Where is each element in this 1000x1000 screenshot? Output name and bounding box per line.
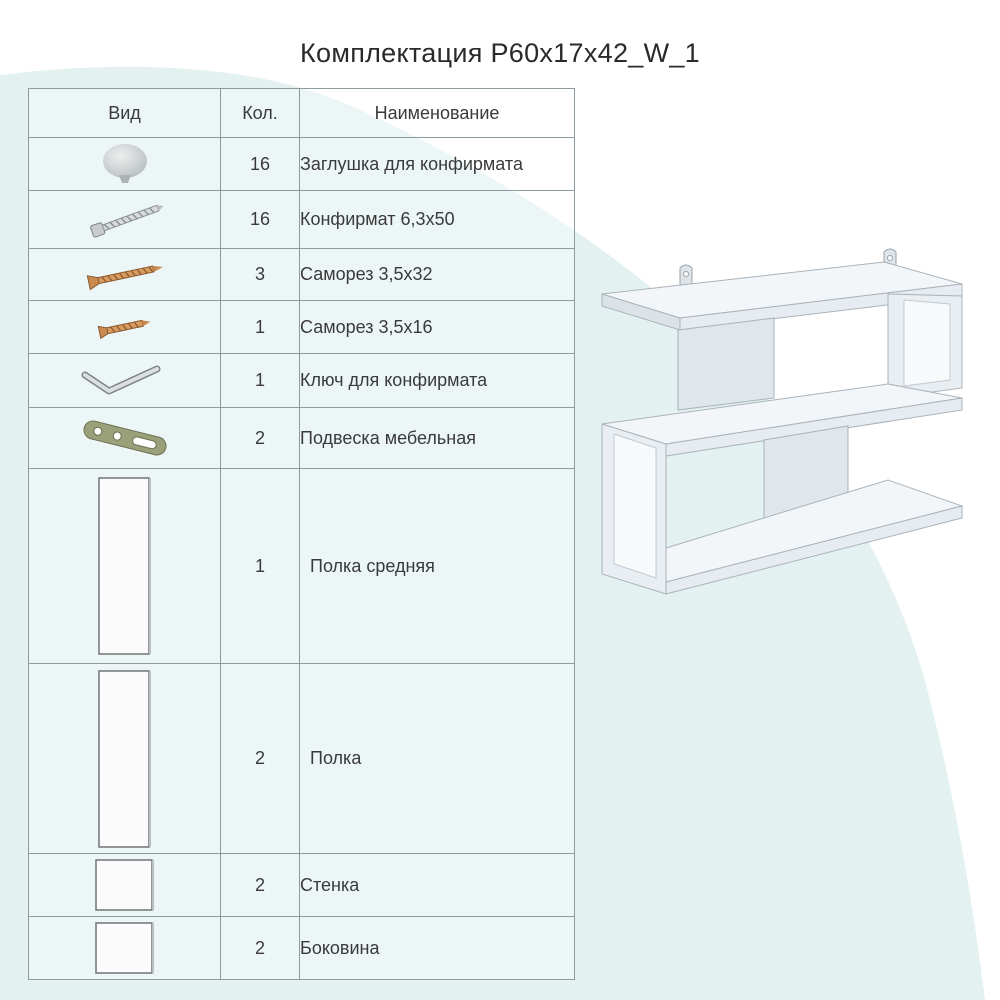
header-view: Вид xyxy=(29,89,221,138)
qty-cell: 2 xyxy=(221,854,300,917)
table-row xyxy=(29,354,575,408)
qty-cell: 1 xyxy=(221,354,300,408)
table-header-row xyxy=(29,89,575,138)
wall-panel-icon xyxy=(94,858,156,912)
qty-cell: 2 xyxy=(221,664,300,854)
header-qty: Кол. xyxy=(221,89,300,138)
cap-icon xyxy=(95,141,155,187)
name-cell: Конфирмат 6,3х50 xyxy=(300,191,575,249)
qty-cell: 2 xyxy=(221,917,300,980)
qty-cell: 1 xyxy=(221,301,300,354)
qty-cell: 16 xyxy=(221,138,300,191)
name-cell: Подвеска мебельная xyxy=(300,408,575,469)
wall-shelf-icon xyxy=(598,248,968,618)
table-row xyxy=(29,191,575,249)
header-name: Наименование xyxy=(300,89,575,138)
hanger-bracket-icon xyxy=(75,413,175,463)
qty-cell: 16 xyxy=(221,191,300,249)
name-cell: Полка xyxy=(300,664,575,854)
hex-key-icon xyxy=(75,359,175,403)
name-cell: Стенка xyxy=(300,854,575,917)
qty-cell: 1 xyxy=(221,469,300,664)
long-screw-icon xyxy=(80,258,170,292)
shelf-panel-icon xyxy=(97,669,153,849)
table-row xyxy=(29,138,575,191)
table-row xyxy=(29,469,575,664)
table-row xyxy=(29,249,575,301)
name-cell: Полка средняя xyxy=(300,469,575,664)
table-row xyxy=(29,917,575,980)
table-row xyxy=(29,854,575,917)
name-cell: Саморез 3,5х16 xyxy=(300,301,575,354)
name-cell: Заглушка для конфирмата xyxy=(300,138,575,191)
name-cell: Саморез 3,5х32 xyxy=(300,249,575,301)
kit-table xyxy=(28,88,575,980)
side-panel-icon xyxy=(94,921,156,975)
qty-cell: 2 xyxy=(221,408,300,469)
table-row xyxy=(29,664,575,854)
short-screw-icon xyxy=(93,312,157,342)
table-row xyxy=(29,408,575,469)
middle-shelf-panel-icon xyxy=(97,476,153,656)
name-cell: Боковина xyxy=(300,917,575,980)
confirmat-screw-icon xyxy=(80,198,170,242)
table-row xyxy=(29,301,575,354)
name-cell: Ключ для конфирмата xyxy=(300,354,575,408)
qty-cell: 3 xyxy=(221,249,300,301)
page-title: Комплектация P60x17x42_W_1 xyxy=(300,38,700,68)
